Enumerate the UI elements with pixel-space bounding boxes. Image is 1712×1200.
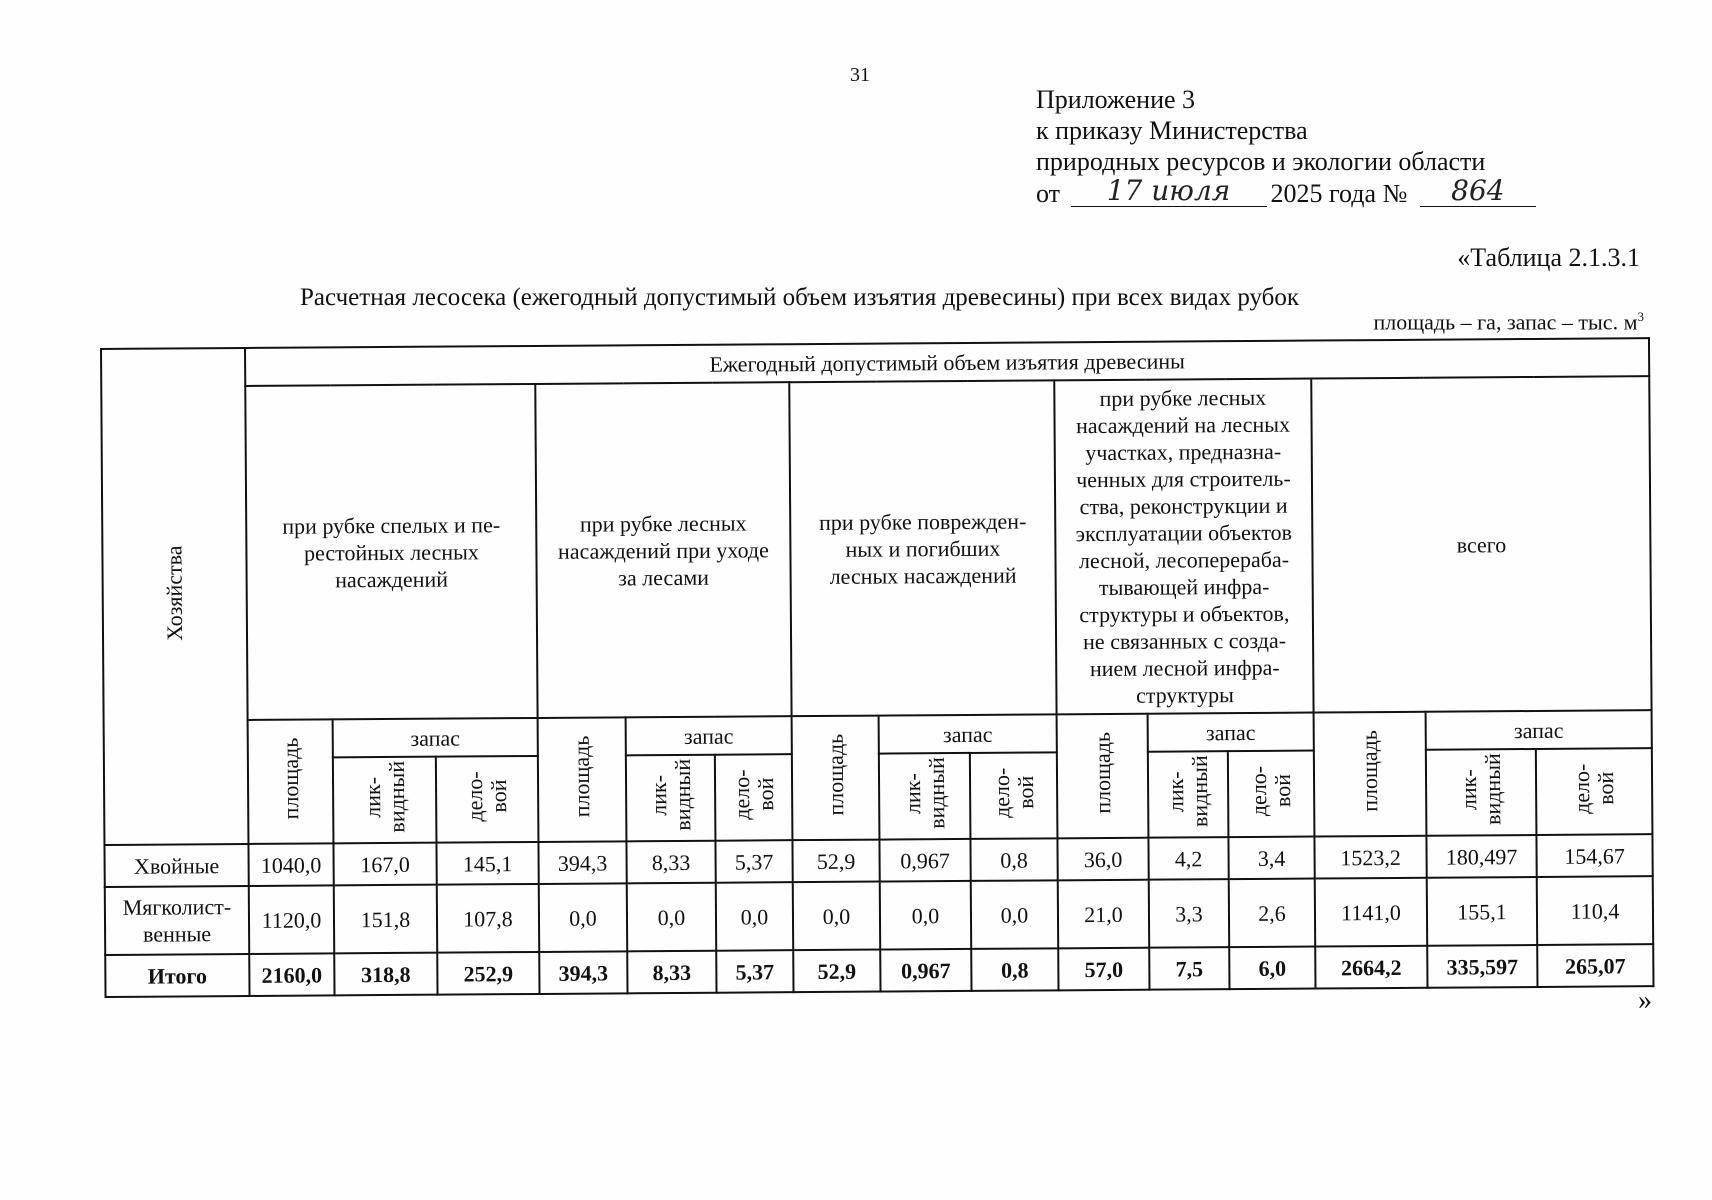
table-title: Расчетная лесосека (ежегодный допустимый объем изъятия древесины) при всех видах рубок — [300, 284, 1300, 311]
row-header-label: Хозяйства — [161, 545, 188, 642]
appendix-line-2: к приказу Министерства — [1036, 116, 1308, 145]
sub-liquid-label: лик- видный — [1162, 755, 1213, 828]
table-cell: 0,0 — [971, 880, 1058, 949]
felling-table-wrapper — [100, 337, 1653, 998]
table-cell: 394,3 — [539, 951, 627, 994]
sub-area-label: площадь — [277, 737, 303, 820]
sub-liquid-4 — [1148, 751, 1229, 838]
row-label: Итого — [105, 954, 249, 997]
sub-business-2 — [715, 754, 793, 841]
table-cell: 21,0 — [1058, 880, 1149, 949]
sub-stock-2: запас — [626, 716, 792, 755]
table-cell: 3,3 — [1149, 879, 1229, 948]
table-cell: 155,1 — [1427, 877, 1537, 946]
table-cell: 2160,0 — [249, 953, 334, 996]
table-cell: 4,2 — [1148, 837, 1228, 880]
sub-liquid-label: лик- видный — [1455, 753, 1506, 826]
table-cell: 2,6 — [1229, 879, 1315, 948]
sub-area-1 — [248, 719, 334, 844]
table-body — [104, 834, 1653, 997]
table-cell: 1040,0 — [248, 843, 333, 886]
table-cell: 52,9 — [792, 840, 879, 883]
handwritten-order-number: 864 — [1420, 175, 1536, 207]
table-cell: 0,8 — [971, 948, 1058, 991]
sub-business-4 — [1228, 751, 1315, 838]
handwritten-date: 17 июля — [1071, 175, 1267, 207]
main-header: Ежегодный допустимый объем изъятия древесины — [245, 338, 1649, 386]
row-label: Хвойные — [104, 844, 248, 887]
year-text: 2025 года № — [1270, 179, 1408, 208]
sub-area-label: площадь — [822, 733, 848, 816]
sub-liquid-label: лик- видный — [645, 759, 695, 831]
table-row — [105, 876, 1654, 955]
table-cell: 57,0 — [1058, 948, 1149, 991]
table-cell: 252,9 — [437, 952, 539, 995]
sub-business-1 — [436, 756, 539, 843]
table-cell: 0,0 — [539, 883, 627, 952]
sub-business-5 — [1536, 748, 1653, 835]
sub-liquid-1 — [333, 757, 437, 844]
table-cell: 5,37 — [716, 950, 793, 993]
table-cell: 335,597 — [1427, 945, 1537, 988]
row-label: Мягколист- венные — [105, 886, 249, 955]
page-number: 31 — [850, 64, 870, 86]
sub-stock-1: запас — [333, 718, 538, 757]
sub-area-5 — [1314, 712, 1427, 837]
sub-business-label: дело- вой — [1245, 765, 1296, 817]
table-cell: 145,1 — [436, 842, 538, 885]
sub-business-label: дело- вой — [1568, 763, 1619, 814]
table-cell: 6,0 — [1229, 947, 1315, 990]
table-cell: 154,67 — [1536, 834, 1652, 877]
table-cell: 151,8 — [334, 885, 437, 954]
table-cell: 1523,2 — [1314, 836, 1426, 879]
table-cell: 167,0 — [333, 843, 436, 886]
sub-business-label: дело- вой — [988, 767, 1038, 818]
table-reference: «Таблица 2.1.3.1 — [1457, 243, 1640, 272]
table-cell: 0,0 — [627, 883, 716, 952]
sub-business-label: дело- вой — [728, 769, 778, 820]
sub-liquid-label: лик- видный — [359, 761, 409, 833]
appendix-line-3: природных ресурсов и экологии области — [1036, 147, 1486, 176]
table-cell: 0,0 — [880, 881, 971, 950]
table-cell: 52,9 — [793, 950, 880, 993]
sub-area-label: площадь — [1356, 730, 1383, 813]
sub-area-3 — [792, 716, 880, 841]
header-row-groups — [101, 376, 1651, 721]
sub-area-4 — [1057, 714, 1149, 839]
table-cell: 5,37 — [715, 840, 792, 883]
date-prefix: от — [1036, 179, 1061, 208]
sub-liquid-5 — [1426, 749, 1537, 836]
felling-table — [100, 337, 1655, 998]
sub-business-label: дело- вой — [461, 771, 512, 822]
sub-stock-5: запас — [1426, 710, 1652, 750]
sub-area-2 — [538, 717, 627, 842]
table-cell: 394,3 — [538, 841, 626, 884]
group-header-damaged: при рубке поврежден- ных и погибших лесных насаждений — [789, 380, 1056, 716]
sub-stock-4: запас — [1148, 713, 1314, 752]
sub-liquid-2 — [626, 755, 716, 842]
sub-area-label: площадь — [1089, 732, 1115, 814]
table-cell: 1120,0 — [249, 885, 334, 954]
table-cell: 1141,0 — [1315, 878, 1427, 947]
row-header-cell — [101, 348, 248, 845]
sub-liquid-label: лик- видный — [899, 757, 949, 830]
group-header-construction: при рубке лесных насаждений на лесных участках, предназна- ченных для строитель- ства, реконструкции и эксплуатации объектов лесной, лесоперераба- тывающей инфра- структуры и объектов, не связанных с созда- нием лесной инфра- структуры — [1054, 379, 1313, 715]
appendix-block — [1036, 84, 1536, 209]
appendix-line-1: Приложение 3 — [1036, 85, 1196, 114]
appendix-date-line — [1036, 174, 1536, 209]
table-cell: 265,07 — [1537, 944, 1653, 987]
table-cell: 110,4 — [1537, 876, 1654, 945]
sub-liquid-3 — [879, 753, 971, 840]
table-cell: 180,497 — [1426, 835, 1536, 878]
table-cell: 36,0 — [1057, 838, 1148, 881]
table-cell: 2664,2 — [1315, 946, 1427, 989]
closing-quote: » — [1638, 985, 1652, 1016]
table-cell: 7,5 — [1149, 947, 1229, 990]
units-superscript: 3 — [1637, 309, 1644, 324]
table-cell: 0,0 — [793, 882, 880, 951]
sub-business-3 — [970, 752, 1058, 839]
table-cell: 318,8 — [334, 953, 437, 996]
table-cell: 0,967 — [879, 839, 970, 882]
table-cell: 107,8 — [437, 884, 539, 953]
table-cell: 8,33 — [627, 951, 716, 994]
table-cell: 0,967 — [880, 949, 971, 992]
table-cell: 3,4 — [1228, 837, 1314, 880]
group-header-total: всего — [1311, 376, 1651, 712]
sub-stock-3: запас — [879, 714, 1057, 753]
table-cell: 0,0 — [716, 882, 793, 951]
group-header-thinning: при рубке лесных насаждений при уходе за лесами — [535, 382, 791, 718]
units-text: площадь – га, запас – тыс. м — [1373, 309, 1638, 335]
units-note — [1373, 309, 1644, 335]
table-cell: 8,33 — [626, 841, 715, 884]
table-cell: 0,8 — [970, 838, 1057, 881]
sub-area-label: площадь — [568, 735, 595, 818]
group-header-mature: при рубке спелых и пе- рестойных лесных насаждений — [245, 384, 537, 720]
